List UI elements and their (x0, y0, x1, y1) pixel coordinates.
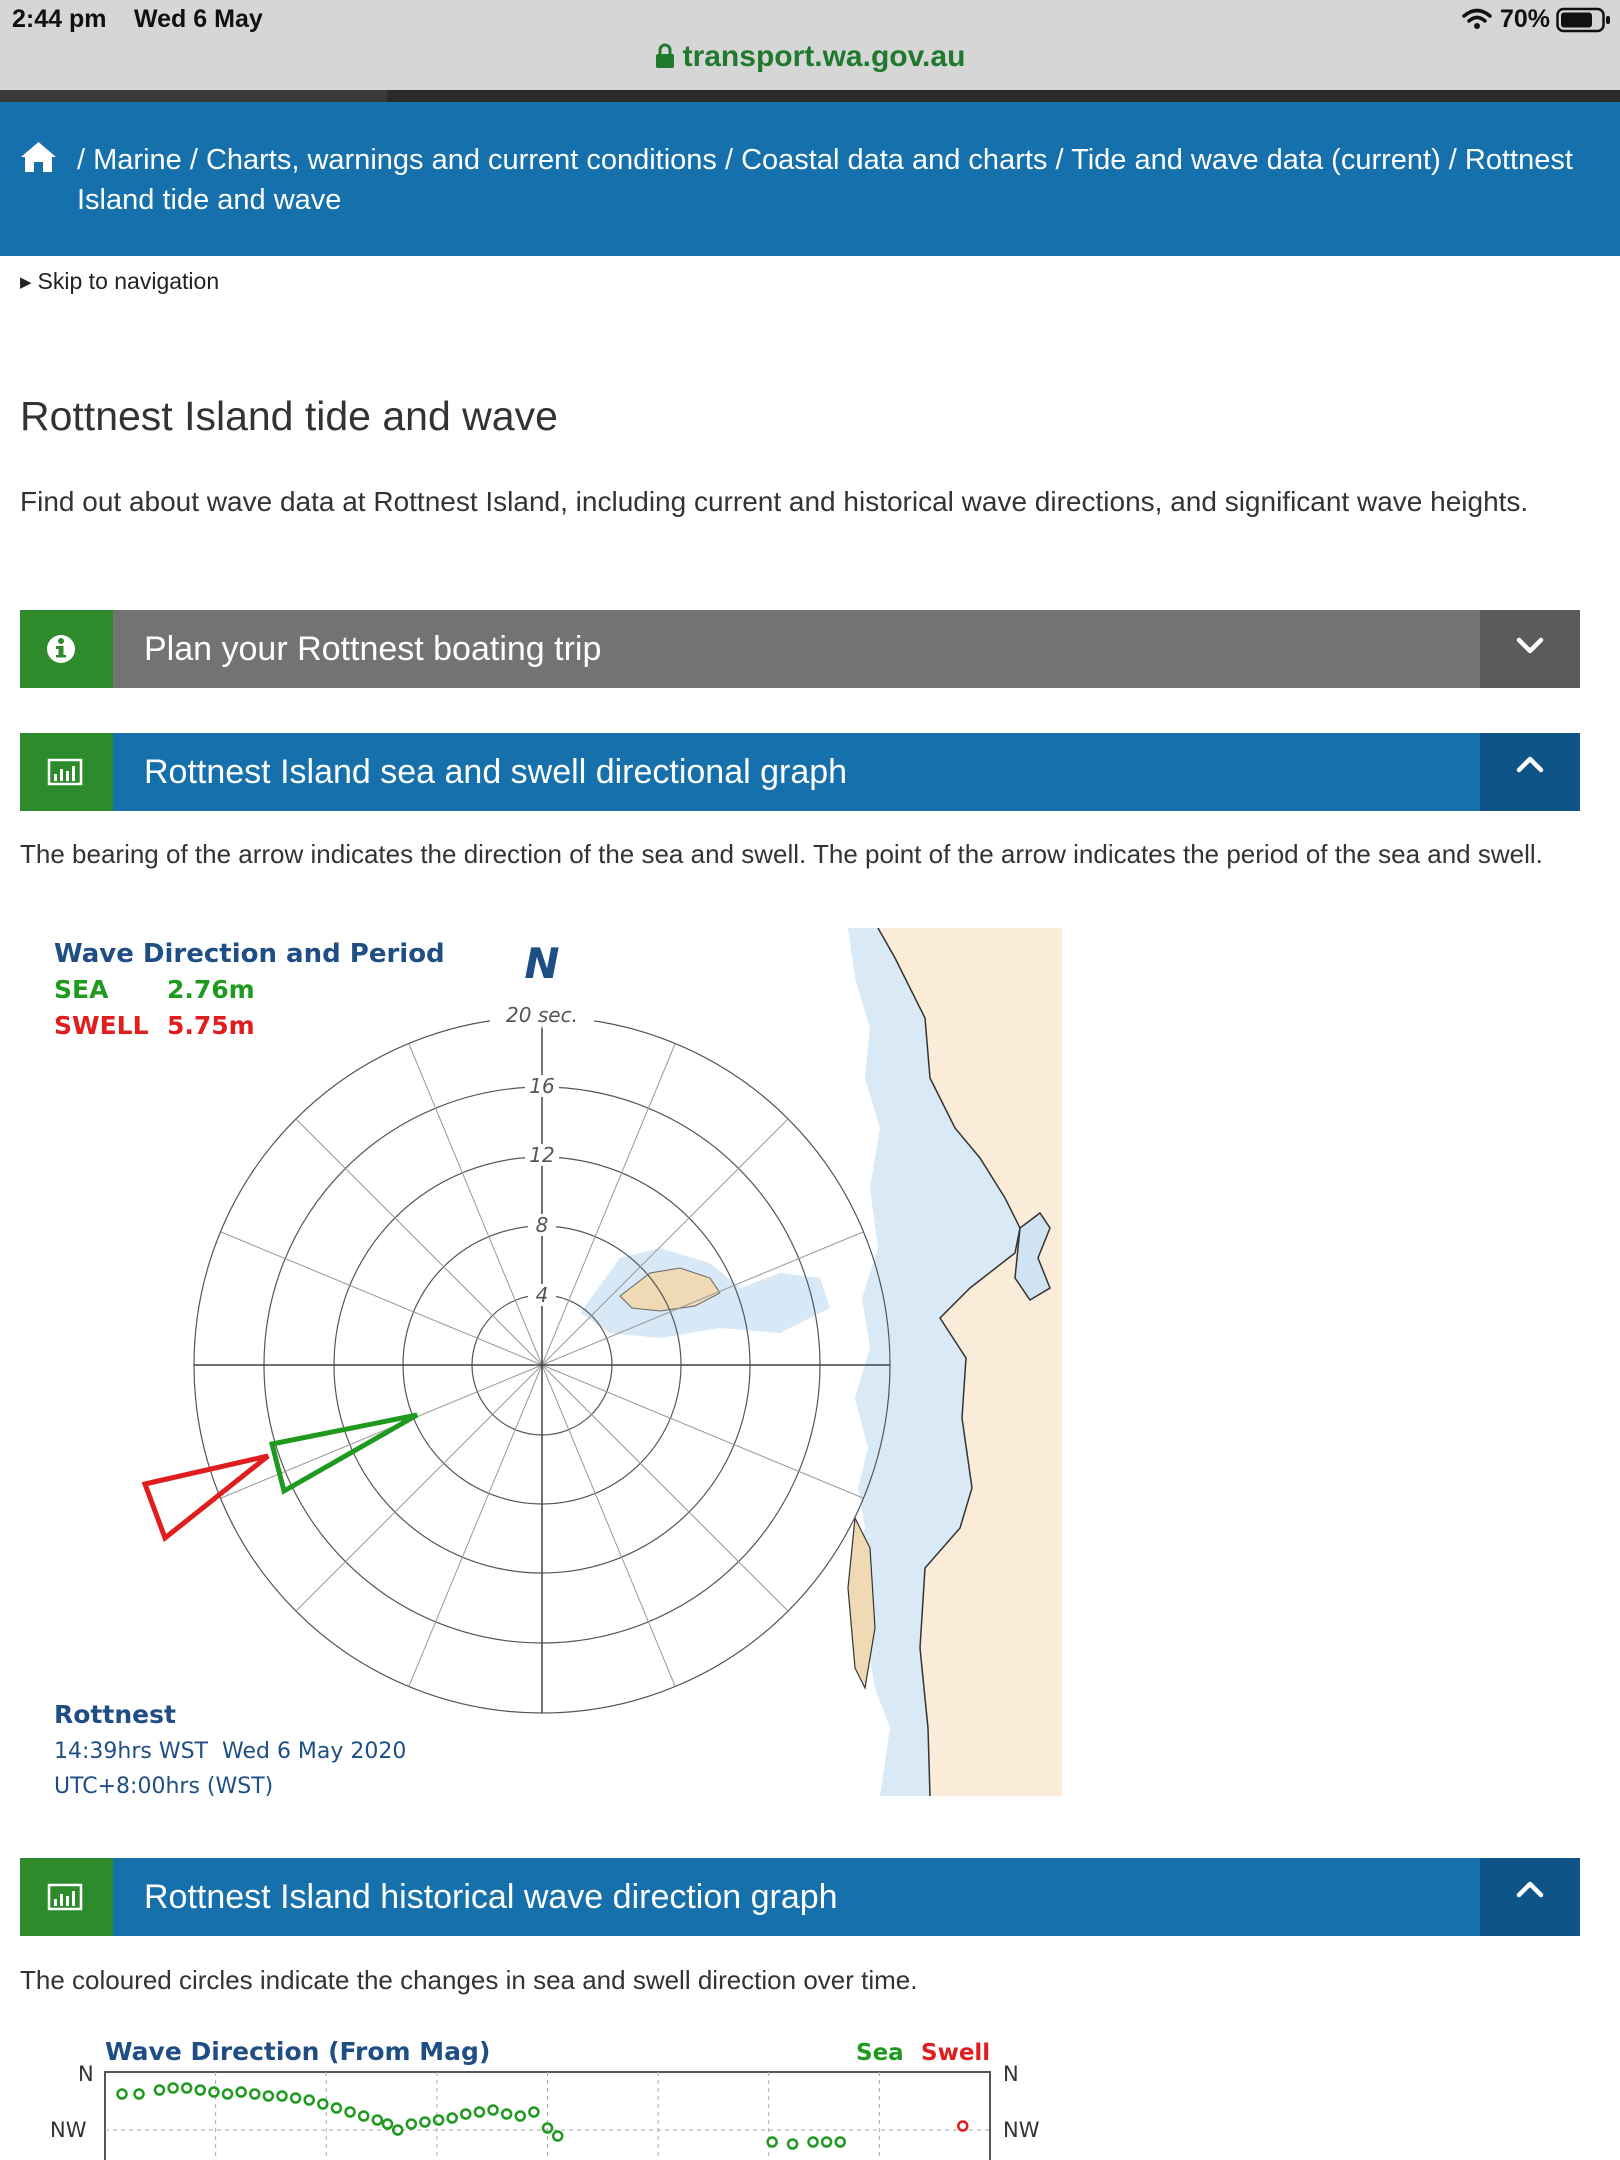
url-text: transport.wa.gov.au (682, 40, 966, 73)
breadcrumb-link-coastal-data[interactable]: Coastal data and charts (741, 144, 1048, 176)
sea-point (135, 2090, 144, 2099)
ring-label-4: 4 (535, 1283, 549, 1307)
address-bar[interactable] (0, 40, 1620, 74)
sea-point (822, 2138, 831, 2147)
status-date: Wed 6 May (134, 5, 263, 33)
accordion-toggle[interactable] (1480, 1858, 1580, 1936)
page-title: Rottnest Island tide and wave (20, 393, 558, 439)
accordion-icon-box (20, 1858, 113, 1936)
plot-gridlines (105, 2072, 990, 2160)
swell-point (958, 2122, 967, 2131)
sea-point (169, 2084, 178, 2093)
sea-point (155, 2086, 164, 2095)
sea-point (489, 2106, 498, 2115)
chevron-up-icon (1480, 733, 1580, 811)
sea-point (278, 2092, 287, 2101)
wifi-icon (1462, 7, 1492, 31)
breadcrumb-trail: / Marine / Charts, warnings and current conditions / Coastal data and charts / Tide and wave data (current) / Rottnest Island tide and wave (77, 144, 1573, 216)
bar-chart-icon (20, 1858, 113, 1936)
breadcrumb-link-charts[interactable]: Charts, warnings and current conditions (205, 144, 717, 176)
skip-to-navigation-link[interactable] (20, 268, 219, 295)
historical-chart-svg (50, 2030, 1060, 2160)
wave-direction-chart-svg (20, 928, 1062, 1796)
directional-graph-description: The bearing of the arrow indicates the direction of the sea and swell. The point of the arrow indicates the period of the sea and swell. (20, 839, 1543, 869)
sea-point (788, 2140, 797, 2149)
y-tick-right-nw: NW (1003, 2118, 1040, 2142)
sea-point (196, 2086, 205, 2095)
lock-icon (655, 43, 675, 69)
accordion-icon-box (20, 610, 113, 688)
sea-point (434, 2116, 443, 2125)
chart-title: Wave Direction (From Mag) (105, 2037, 491, 2066)
sea-point (383, 2120, 392, 2129)
sea-point (475, 2108, 484, 2117)
sea-point (346, 2108, 355, 2117)
observation-timestamp: 14:39hrs WST Wed 6 May 2020 (54, 1739, 407, 1764)
battery-icon (1556, 6, 1612, 34)
station-name: Rottnest (54, 1700, 176, 1729)
y-tick-right-n: N (1003, 2062, 1019, 2086)
breadcrumb-link-marine[interactable]: Marine (93, 144, 182, 176)
breadcrumb-current: Rottnest Island tide and wave (77, 144, 1573, 216)
accordion-title: Rottnest Island sea and swell directional graph (144, 753, 848, 791)
timezone-label: UTC+8:00hrs (WST) (54, 1774, 274, 1796)
swell-label: SWELL (54, 1011, 149, 1040)
battery-percent: 70% (1500, 5, 1551, 33)
sea-point (502, 2110, 511, 2119)
legend-sea: Sea (856, 2040, 904, 2066)
accordion-toggle[interactable] (1480, 610, 1580, 688)
ring-label-16: 16 (529, 1074, 555, 1098)
y-tick-left-n: N (78, 2062, 94, 2086)
sea-point (836, 2138, 845, 2147)
sea-value: 2.76m (167, 975, 255, 1004)
status-time: 2:44 pm (12, 5, 107, 33)
sea-point (291, 2094, 300, 2103)
chevron-up-icon (1480, 1858, 1580, 1936)
sea-point (461, 2110, 470, 2119)
home-icon[interactable] (20, 140, 57, 174)
accordion-historical-graph[interactable] (20, 1858, 1580, 1936)
sea-point (359, 2112, 368, 2121)
scatter-points (118, 2084, 968, 2149)
accordion-header[interactable] (113, 610, 1480, 688)
sea-point (223, 2090, 232, 2099)
sea-point (237, 2088, 246, 2097)
sea-point (373, 2116, 382, 2125)
swell-value: 5.75m (167, 1011, 255, 1040)
info-icon (20, 610, 113, 688)
sea-point (516, 2112, 525, 2121)
sea-point (768, 2138, 777, 2147)
accordion-icon-box (20, 733, 113, 811)
breadcrumb-link-tide-wave[interactable]: Tide and wave data (current) (1071, 144, 1441, 176)
sea-point (264, 2092, 273, 2101)
skip-link-label: Skip to navigation (37, 268, 220, 294)
sea-point (448, 2114, 457, 2123)
page-intro: Find out about wave data at Rottnest Island, including current and historical wave directions, and significant wave heights. (20, 486, 1529, 517)
polar-chart-title: Wave Direction and Period (54, 939, 445, 969)
accordion-header[interactable] (113, 1858, 1480, 1936)
accordion-plan-trip[interactable] (20, 610, 1580, 688)
accordion-directional-graph[interactable] (20, 733, 1580, 811)
sea-point (118, 2090, 127, 2099)
sea-point (332, 2104, 341, 2113)
chevron-down-icon (1480, 610, 1580, 688)
accordion-toggle[interactable] (1480, 733, 1580, 811)
sea-point (305, 2096, 314, 2105)
page-load-progress (0, 90, 387, 102)
accordion-header[interactable] (113, 733, 1480, 811)
ring-label-12: 12 (529, 1143, 555, 1167)
sea-point (407, 2120, 416, 2129)
sea-point (809, 2138, 818, 2147)
sea-label: SEA (54, 975, 109, 1004)
ring-label-8: 8 (535, 1213, 549, 1237)
accordion-title: Plan your Rottnest boating trip (144, 630, 602, 668)
ring-unit-label: 20 sec. (506, 1003, 578, 1027)
north-label: N (524, 939, 560, 988)
sea-point (182, 2084, 191, 2093)
sea-point (553, 2132, 562, 2141)
sea-point (209, 2088, 218, 2097)
bar-chart-icon (20, 733, 113, 811)
sea-point (250, 2090, 259, 2099)
legend-swell: Swell (921, 2040, 991, 2066)
sea-point (529, 2108, 538, 2117)
accordion-title: Rottnest Island historical wave direction graph (144, 1878, 838, 1916)
caret-right-icon: ▶ (20, 274, 32, 291)
historical-wave-direction-chart (50, 2030, 1060, 2160)
y-tick-left-nw: NW (50, 2118, 87, 2142)
sea-point (420, 2118, 429, 2127)
wave-direction-period-chart (20, 928, 1062, 1796)
historical-graph-description: The coloured circles indicate the changes in sea and swell direction over time. (20, 1965, 918, 1995)
